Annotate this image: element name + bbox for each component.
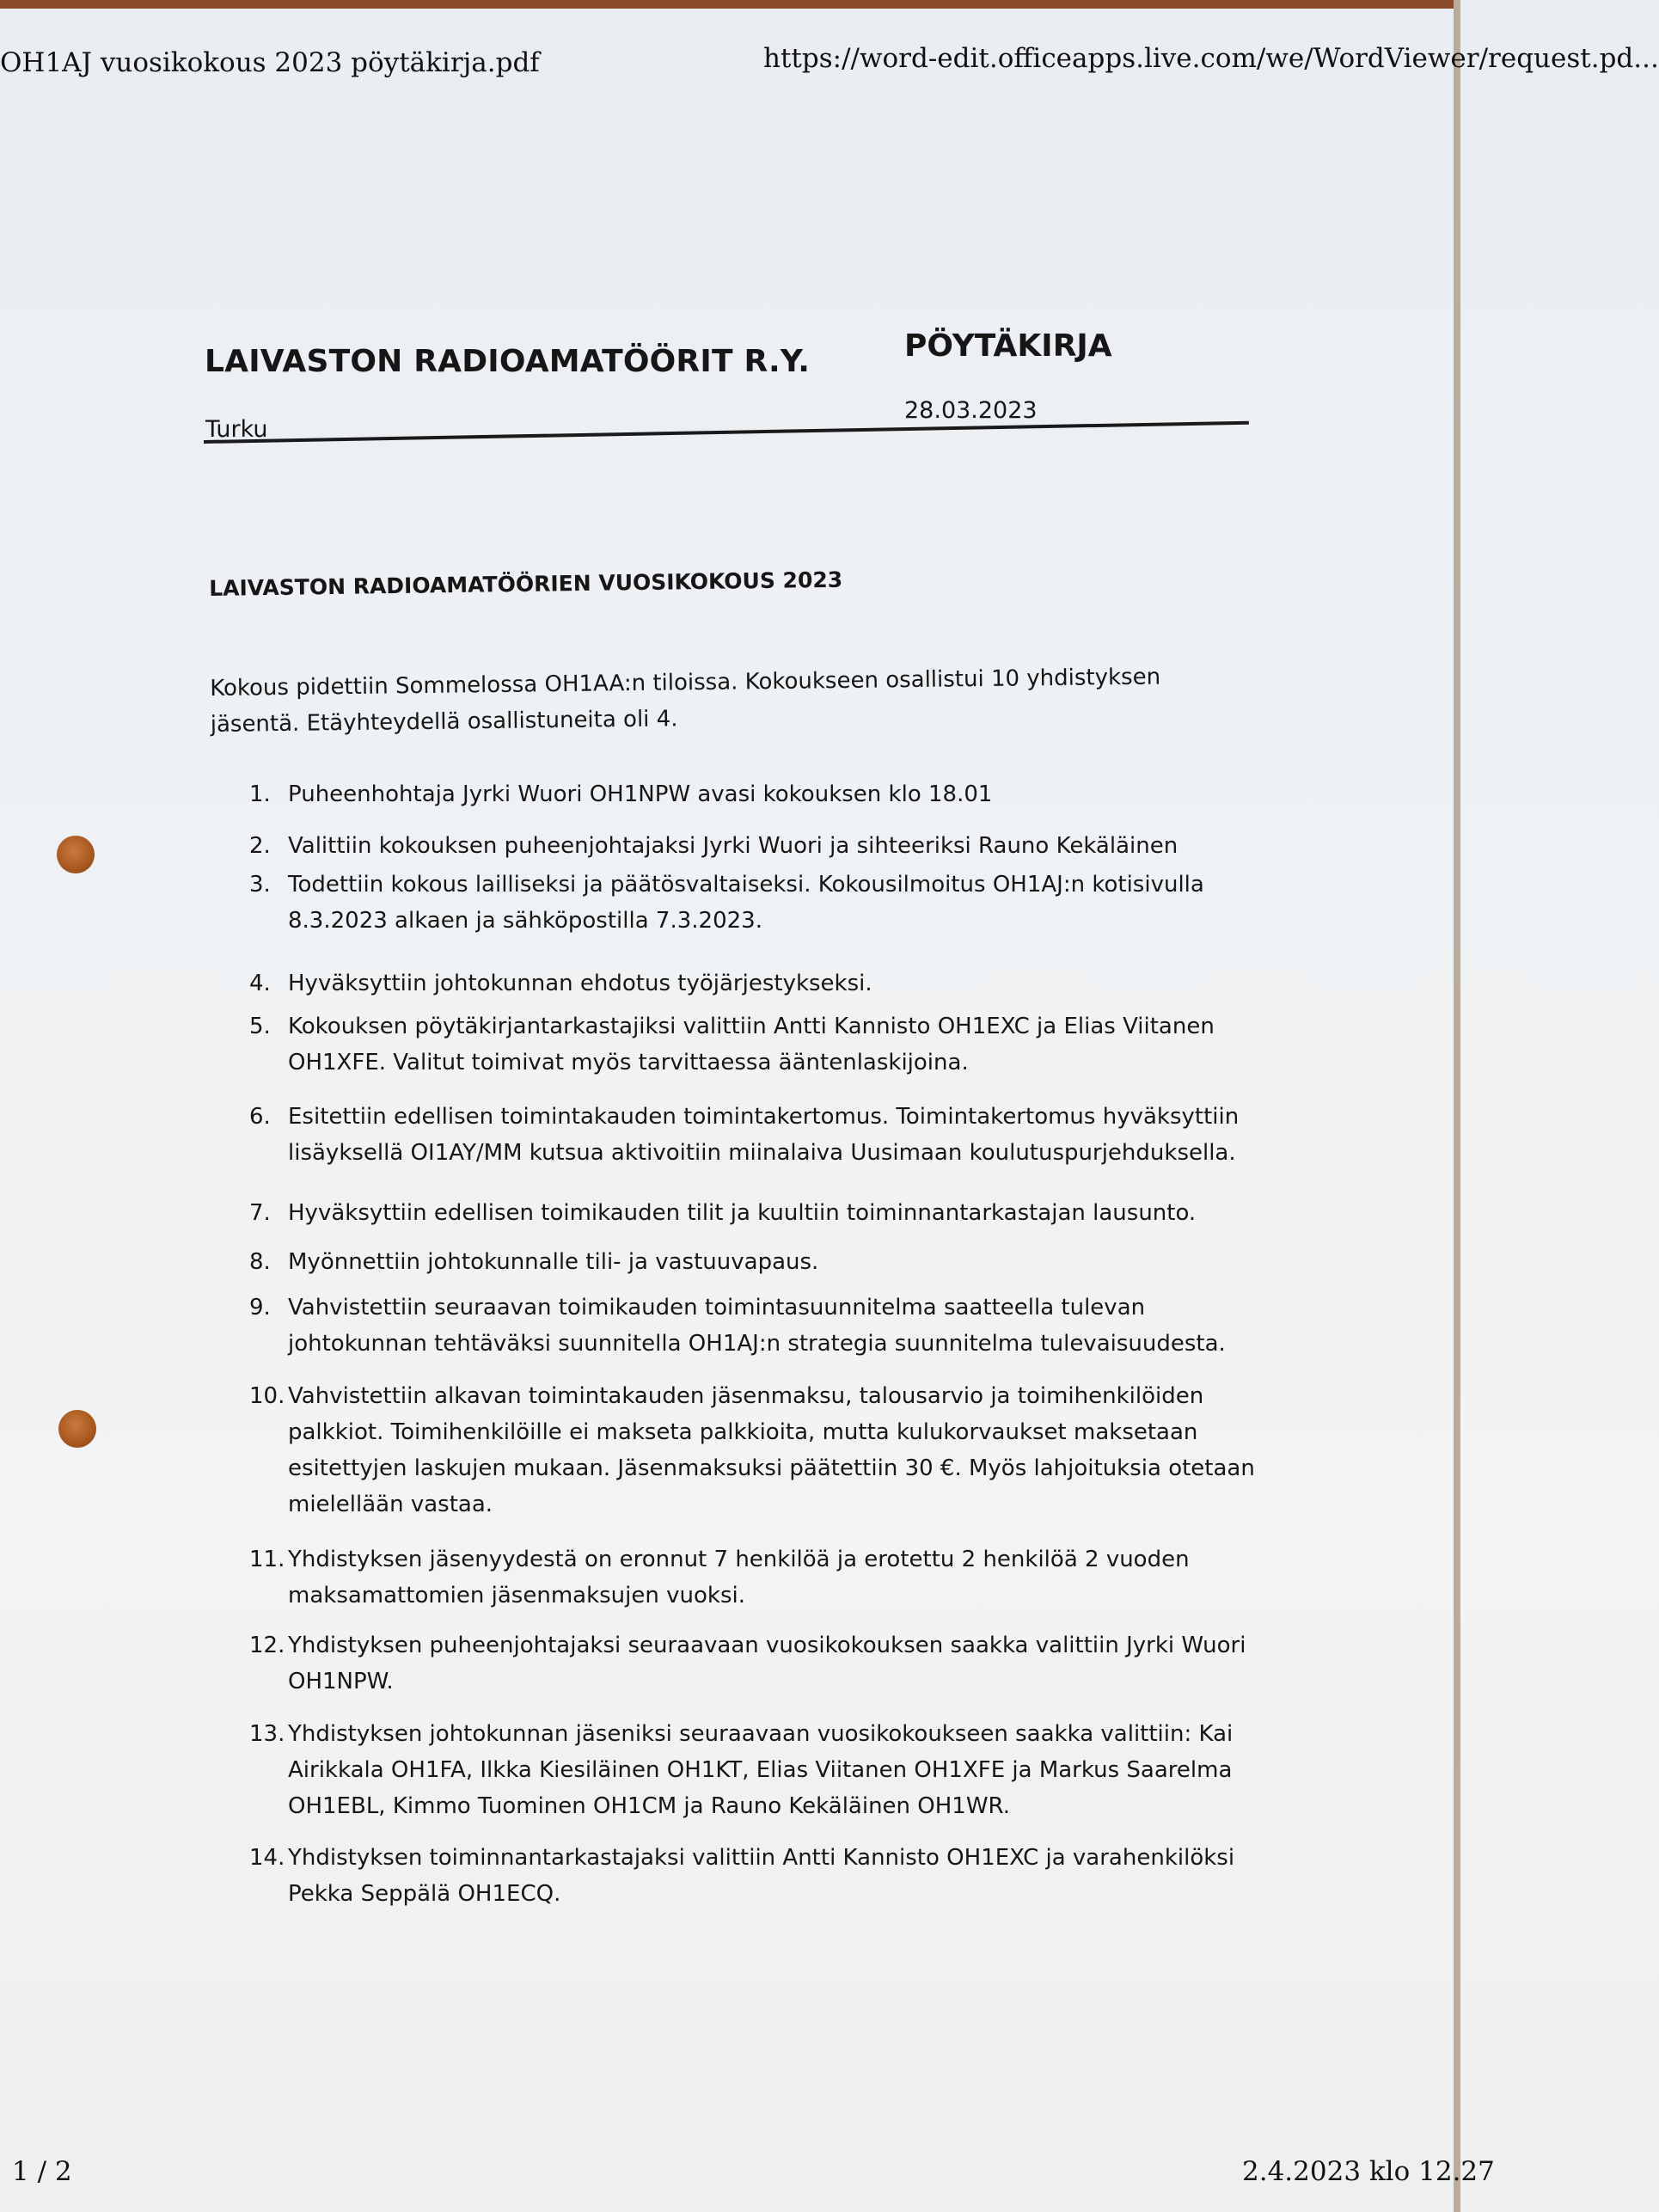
intro-paragraph: Kokous pidettiin Sommelossa OH1AA:n tiloissa. Kokoukseen osallistui 10 yhdistyksen jäsentä. Etäyhteydellä osallistuneita oli 4. bbox=[210, 664, 1161, 738]
agenda-item-number: 1. bbox=[249, 781, 271, 807]
agenda-item-text: Yhdistyksen puheenjohtajaksi seuraavaan vuosikokouksen saakka valittiin Jyrki Wuori OH1NPW. bbox=[288, 1633, 1246, 1694]
agenda-item-text: Kokouksen pöytäkirjantarkastajiksi valittiin Antti Kannisto OH1EXC ja Elias Viitanen OH1XFE. Valitut toimivat myös tarvittaessa ääntenlaskijoina. bbox=[288, 1014, 1215, 1075]
meeting-title: LAIVASTON RADIOAMATÖÖRIEN VUOSIKOKOUS 2023 bbox=[209, 567, 843, 601]
agenda-item-number: 10. bbox=[249, 1383, 285, 1409]
agenda-item-text: Yhdistyksen johtokunnan jäseniksi seuraavaan vuosikokoukseen saakka valittiin: Kai Airikkala OH1FA, Ilkka Kiesiläinen OH1KT, Elias Viitanen OH1XFE ja Markus Saarelma OH1EBL, Kimmo Tuominen OH1CM ja Rauno Kekäläinen OH1WR. bbox=[288, 1721, 1234, 1819]
agenda-item-text: Vahvistettiin seuraavan toimikauden toimintasuunnitelma saatteella tulevan johtokunnan tehtäväksi suunnitella OH1AJ:n strategia suunnitelma tulevaisuudesta. bbox=[288, 1295, 1226, 1357]
agenda-item-number: 11. bbox=[249, 1547, 285, 1572]
print-header-url: https://word-edit.officeapps.live.com/we/WordViewer/request.pd... bbox=[763, 43, 1659, 74]
document-date: 28.03.2023 bbox=[904, 397, 1038, 424]
agenda-item-number: 9. bbox=[249, 1295, 271, 1320]
agenda-item-number: 3. bbox=[249, 872, 271, 898]
print-timestamp: 2.4.2023 klo 12.27 bbox=[1242, 2156, 1495, 2187]
agenda-item-number: 7. bbox=[249, 1200, 271, 1226]
organization-name: LAIVASTON RADIOAMATÖÖRIT R.Y. bbox=[205, 344, 811, 379]
agenda-item-number: 12. bbox=[249, 1633, 285, 1658]
agenda-item-text: Yhdistyksen toiminnantarkastajaksi valittiin Antti Kannisto OH1EXC ja varahenkilöksi Pekka Seppälä OH1ECQ. bbox=[288, 1845, 1235, 1907]
agenda-item-number: 5. bbox=[249, 1014, 271, 1039]
agenda-item-text: Hyväksyttiin edellisen toimikauden tilit ja kuultiin toiminnantarkastajan lausunto. bbox=[288, 1200, 1197, 1226]
document-type: PÖYTÄKIRJA bbox=[904, 328, 1112, 364]
agenda-item-number: 14. bbox=[249, 1845, 285, 1871]
punch-hole bbox=[57, 836, 95, 873]
punch-hole bbox=[58, 1410, 96, 1448]
agenda-item-text: Vahvistettiin alkavan toimintakauden jäsenmaksu, talousarvio ja toimihenkilöiden palkkiot. Toimihenkilöille ei makseta palkkioita, mutta kulukorvaukset maksetaan esitettyjen laskujen mukaan. Jäsenmaksuksi päätettiin 30 €. Myös lahjoituksia otetaan mielellään vastaa. bbox=[288, 1383, 1255, 1517]
page-indicator: 1 / 2 bbox=[12, 2156, 72, 2187]
agenda-item-text: Todettiin kokous lailliseksi ja päätösvaltaiseksi. Kokousilmoitus OH1AJ:n kotisivulla 8.3.2023 alkaen ja sähköpostilla 7.3.2023. bbox=[288, 872, 1204, 934]
agenda-item-text: Valittiin kokouksen puheenjohtajaksi Jyrki Wuori ja sihteeriksi Rauno Kekäläinen bbox=[288, 833, 1178, 859]
agenda-item-text: Hyväksyttiin johtokunnan ehdotus työjärjestykseksi. bbox=[288, 971, 872, 996]
city: Turku bbox=[205, 416, 268, 443]
agenda-item-text: Esitettiin edellisen toimintakauden toimintakertomus. Toimintakertomus hyväksyttiin lisäyksellä OI1AY/MM kutsua aktivoitiin miinalaiva Uusimaan koulutuspurjehduksella. bbox=[288, 1104, 1240, 1166]
agenda-item-text: Puheenhohtaja Jyrki Wuori OH1NPW avasi kokouksen klo 18.01 bbox=[288, 781, 993, 807]
agenda-item-number: 2. bbox=[249, 833, 271, 859]
agenda-item-number: 13. bbox=[249, 1721, 285, 1747]
agenda-item-number: 4. bbox=[249, 971, 271, 996]
agenda-item-number: 6. bbox=[249, 1104, 271, 1130]
agenda-item-text: Yhdistyksen jäsenyydestä on eronnut 7 henkilöä ja erotettu 2 henkilöä 2 vuoden maksamattomien jäsenmaksujen vuoksi. bbox=[288, 1547, 1190, 1608]
agenda-item-text: Myönnettiin johtokunnalle tili- ja vastuuvapaus. bbox=[288, 1249, 819, 1275]
agenda-item-number: 8. bbox=[249, 1249, 271, 1275]
print-header-filename: OH1AJ vuosikokous 2023 pöytäkirja.pdf bbox=[0, 47, 540, 78]
